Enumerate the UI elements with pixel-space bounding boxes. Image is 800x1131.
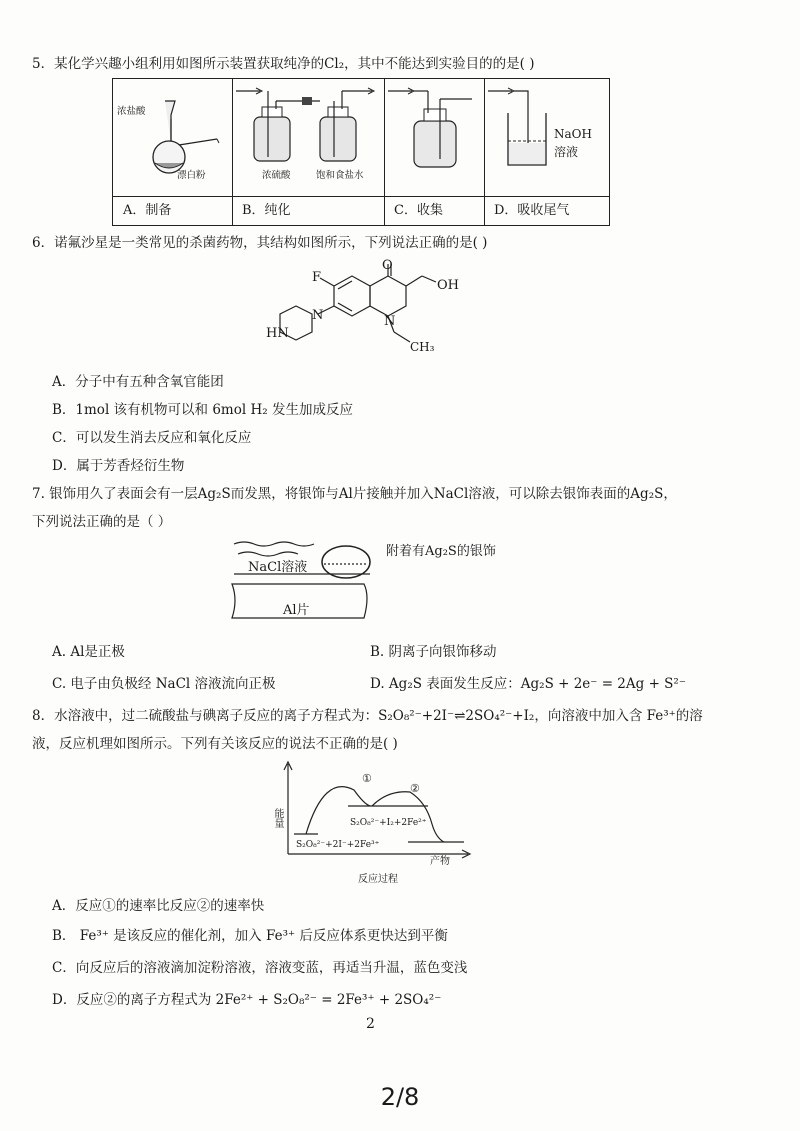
- label-nacl-solution: NaCl溶液: [248, 560, 308, 575]
- collection-bottle-drawing: [384, 79, 484, 197]
- chart-y-axis-label: 能量: [272, 808, 283, 828]
- q8-option-a: A．反应①的速率比反应②的速率快: [52, 898, 265, 914]
- struct-label-ch3: CH₃: [410, 340, 435, 354]
- silver-cleaning-diagram: [224, 534, 384, 634]
- apparatus-b: [232, 79, 385, 225]
- q6-stem: 6．诺氟沙星是一类常见的杀菌药物，其结构如图所示，下列说法正确的是( ): [32, 235, 488, 251]
- q8-option-c: C．向反应后的溶液滴加淀粉溶液，溶液变蓝，再适当升温，蓝色变浅: [52, 960, 468, 976]
- struct-label-n-ring: N: [384, 314, 396, 329]
- q5-apparatus-table: [112, 78, 610, 226]
- apparatus-d: [484, 79, 609, 225]
- reactant-species-label: S₂O₈²⁻+2I⁻+2Fe³⁺: [296, 840, 380, 850]
- option-d-caption: D．吸收尾气: [484, 196, 609, 225]
- option-b-caption: B．纯化: [232, 196, 384, 225]
- label-silver-ornament: 附着有Ag₂S的银饰: [386, 544, 496, 559]
- struct-label-hn: HN: [266, 326, 289, 341]
- q6-option-a: A．分子中有五种含氧官能团: [52, 374, 224, 390]
- q6-option-d: D．属于芳香烃衍生物: [52, 458, 185, 474]
- struct-label-n-piperazine: N: [312, 308, 324, 323]
- struct-label-o: O: [382, 258, 393, 273]
- apparatus-a: [113, 79, 233, 225]
- peak-1-marker: ①: [362, 772, 372, 785]
- q7-option-d: D. Ag₂S 表面发生反应：Ag₂S + 2e⁻ = 2Ag + S²⁻: [370, 676, 686, 692]
- option-a-caption: A．制备: [113, 196, 232, 225]
- q8-option-d: D．反应②的离子方程式为 2Fe²⁺ + S₂O₈²⁻ = 2Fe³⁺ + 2SO₄²⁻: [52, 992, 442, 1008]
- q7-option-b: B. 阴离子向银饰移动: [370, 644, 497, 660]
- label-naoh: NaOH: [554, 127, 592, 141]
- generator-flask-drawing: [113, 79, 232, 197]
- label-conc-h2so4: 浓硫酸: [262, 170, 291, 181]
- q6-option-c: C．可以发生消去反应和氧化反应: [52, 430, 252, 446]
- page-number: 2: [366, 1016, 375, 1032]
- intermediate-species-label: S₂O₈²⁻+I₂+2Fe²⁺: [350, 818, 427, 828]
- q8-stem-line2: 液，反应机理如图所示。下列有关该反应的说法不正确的是( ): [32, 736, 398, 752]
- q7-option-a: A. Al是正极: [52, 644, 125, 660]
- q8-option-b: B． Fe³⁺ 是该反应的催化剂，加入 Fe³⁺ 后反应体系更快达到平衡: [52, 928, 448, 944]
- q7-stem-line2: 下列说法正确的是（ ）: [32, 514, 172, 530]
- q5-stem: 5．某化学兴趣小组利用如图所示装置获取纯净的Cl₂，其中不能达到实验目的的是( ): [32, 56, 535, 72]
- option-c-caption: C．收集: [384, 196, 484, 225]
- chart-x-axis-label: 反应过程: [358, 874, 398, 885]
- q8-stem-line1: 8．水溶液中，过二硫酸盐与碘离子反应的离子方程式为：S₂O₈²⁻+2I⁻⇌2SO₄²⁻+I₂，向溶液中加入含 Fe³⁺的溶: [32, 708, 703, 724]
- q6-option-b: B．1mol 该有机物可以和 6mol H₂ 发生加成反应: [52, 402, 353, 418]
- q7-stem-line1: 7. 银饰用久了表面会有一层Ag₂S而发黑，将银饰与Al片接触并加入NaCl溶液，可以除去银饰表面的Ag₂S，: [32, 486, 677, 502]
- label-al-sheet: Al片: [283, 603, 310, 618]
- apparatus-c: [384, 79, 485, 225]
- peak-2-marker: ②: [410, 782, 420, 795]
- q7-option-c: C. 电子由负极经 NaCl 溶液流向正极: [52, 676, 276, 692]
- struct-label-f: F: [312, 270, 322, 285]
- label-sat-nacl: 饱和食盐水: [316, 170, 364, 181]
- struct-label-oh: OH: [437, 278, 459, 293]
- label-solution: 溶液: [554, 145, 579, 159]
- label-bleach: 漂白粉: [177, 170, 206, 181]
- product-label: 产物: [430, 856, 450, 867]
- label-conc-hcl: 浓盐酸: [117, 106, 146, 117]
- page-count: 2/8: [380, 1083, 420, 1111]
